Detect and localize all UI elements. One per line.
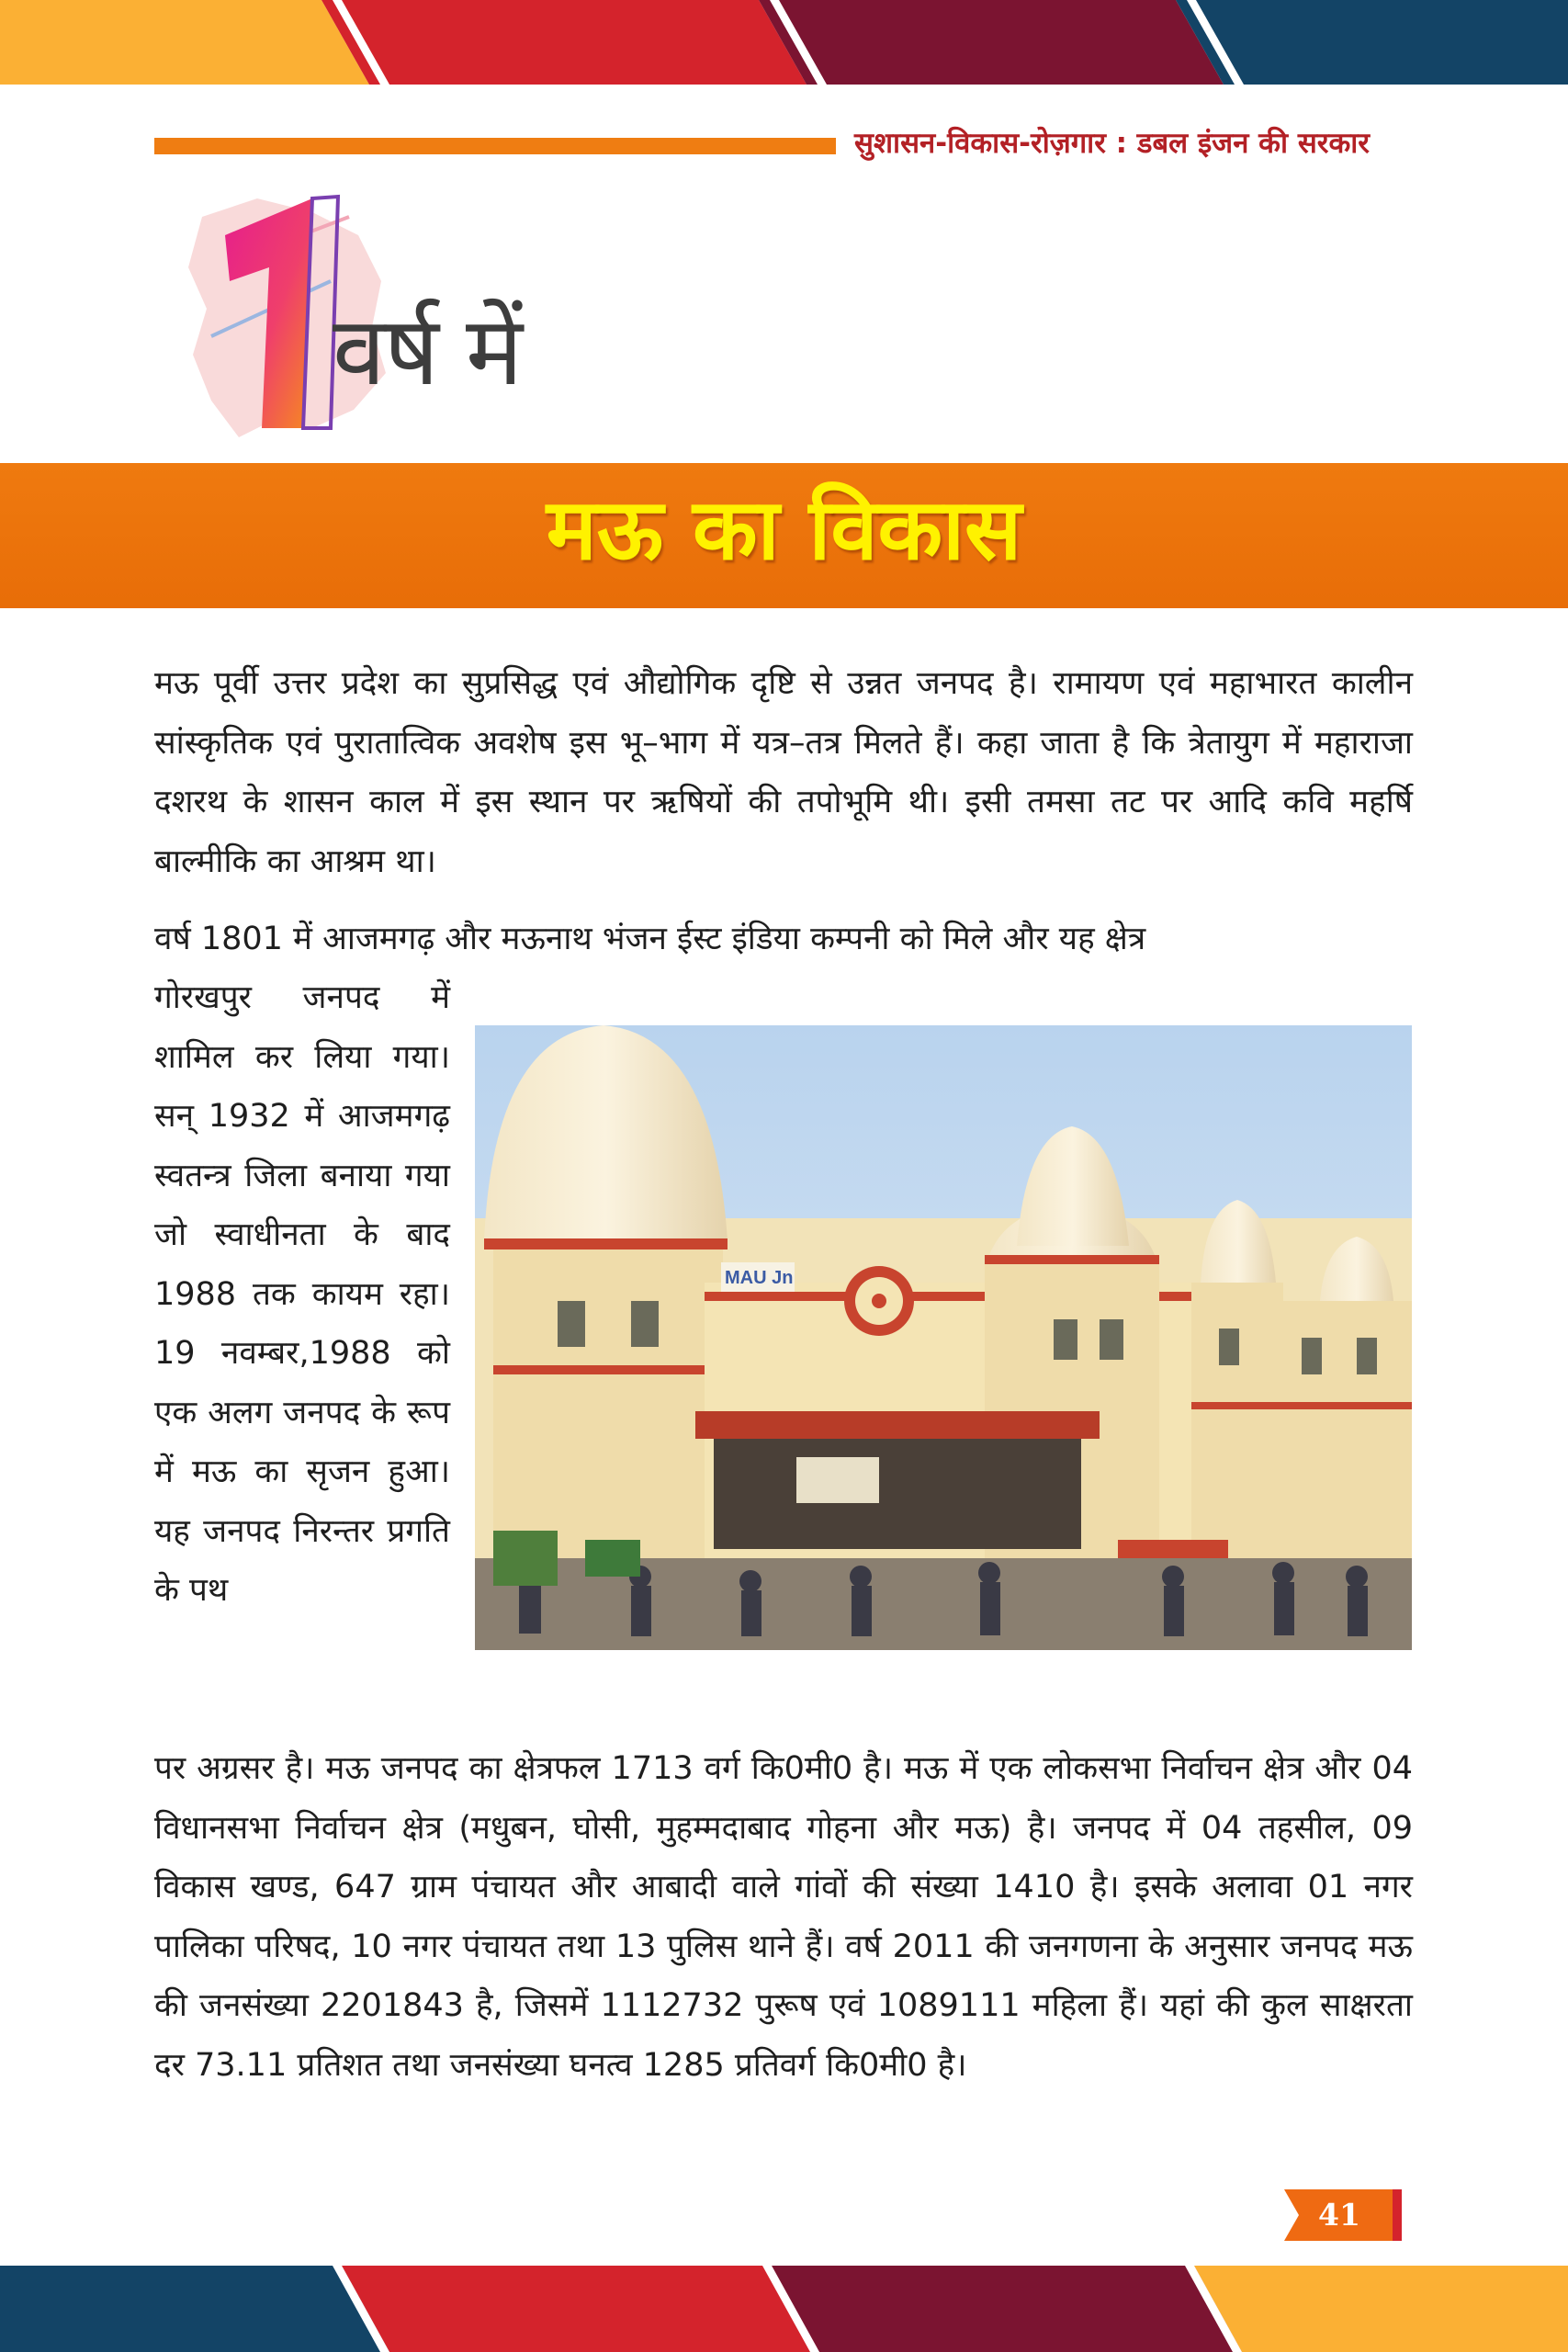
title-banner [0,463,1568,608]
page-title: मऊ का विकास [546,481,1022,579]
paragraph-2-column: गोरखपुर जनपद में शामिल कर लिया गया। सन् 1932 में आजमगढ़ स्वतन्त्र जिला बनाया गया जो स्वाधीनता के बाद 1988 तक कायम रहा। 19 नवम्बर,1988 को एक अलग जनपद के रूप में मऊ का सृजन हुआ। यह जनपद निरन्तर प्रगति के पथ [154,979,450,1609]
paragraph-2-first-line: वर्ष 1801 में आजमगढ़ और मऊनाथ भंजन ईस्ट इंडिया कम्पनी को मिले और यह क्षेत्र [154,921,1146,957]
bottom-decorative-band [0,2266,1568,2352]
page-number: 41 [1318,2197,1360,2233]
header-tagline: सुशासन-विकास-रोज़गार : डबल इंजन की सरकार [854,127,1370,160]
station-sign: MAU Jn [725,1268,794,1288]
mau-junction-station-photo [475,1025,1412,1650]
body-paragraph-1: मऊ पूर्वी उत्तर प्रदेश का सुप्रसिद्ध एवं औद्योगिक दृष्टि से उन्नत जनपद है। रामायण एवं महाभारत कालीन सांस्कृतिक एवं पुरातात्विक अवशेष इस भू–भाग में यत्र–तत्र मिलते हैं। कहा जाता है कि त्रेतायुग में महाराजा दशरथ के शासन काल में इस स्थान पर ऋषियों की तपोभूमि थी। इसी तमसा तट पर आदि कवि महर्षि बाल्मीकि का आश्रम था। [154,665,1413,880]
header-rule [154,138,836,154]
title-prefix: वर्ष में [333,295,522,407]
body-paragraph-3: पर अग्रसर है। मऊ जनपद का क्षेत्रफल 1713 वर्ग कि0मी0 है। मऊ में एक लोकसभा निर्वाचन क्षेत्र और 04 विधानसभा निर्वाचन क्षेत्र (मधुबन, घोसी, मुहम्मदाबाद गोहना और मऊ) है। जनपद में 04 तहसील, 09 विकास खण्ड, 647 ग्राम पंचायत और आबादी वाले गांवों की संख्या 1410 है। इसके अलावा 01 नगर पालिका परिषद, 10 नगर पंचायत तथा 13 पुलिस थाने हैं। वर्ष 2011 की जनगणना के अनुसार जनपद मऊ की जनसंख्या 2201843 है, जिसमें 1112732 पुरूष एवं 1089111 महिला हैं। यहां की कुल साक्षरता दर 73.11 प्रतिशत तथा जनसंख्या घनत्व 1285 प्रतिवर्ग कि0मी0 है। [154,1750,1413,2084]
top-decorative-band [0,0,1568,85]
